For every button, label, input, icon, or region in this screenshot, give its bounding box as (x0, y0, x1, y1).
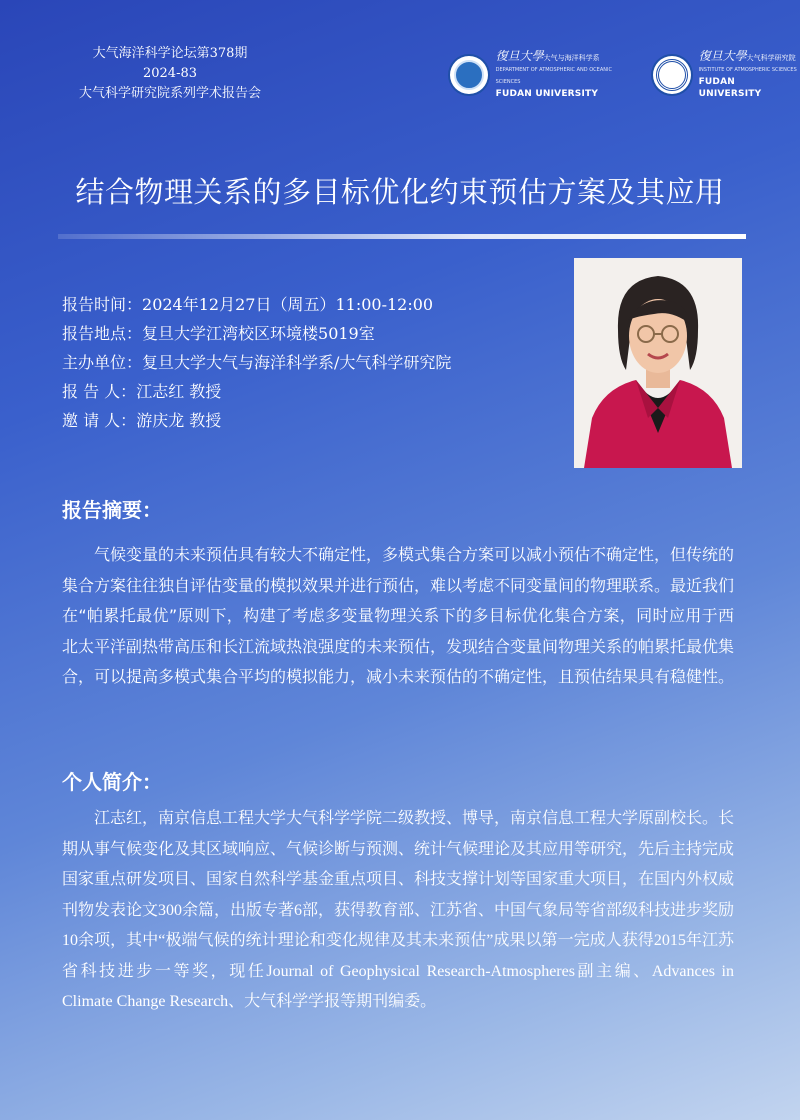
forum-header (70, 44, 270, 104)
event-info (62, 290, 451, 435)
forum-number: 2024-83 (142, 66, 198, 81)
aos-logo-sub: 大气与海洋科学系 (543, 54, 600, 62)
aos-logo-cn: 復旦大學 (495, 49, 544, 63)
speaker-portrait (574, 258, 742, 468)
talk-title: 结合物理关系的多目标优化约束预估方案及其应用 (75, 175, 725, 209)
aos-logo (448, 50, 637, 100)
info-label: 报告地点： (62, 324, 143, 343)
ias-logo-tiny: INSTITUTE OF ATMOSPHERIC SCIENCES (698, 67, 797, 73)
bio-heading: 个人简介： (62, 770, 162, 794)
abstract-text: 气候变量的未来预估具有较大不确定性，多模式集合方案可以减小预估不确定性，但传统的集合方案往往独自评估变量的模拟效果并进行预估，难以考虑不同变量间的物理联系。最近我们在“帕累托最优”原则下，构建了考虑多变量物理关系下的多目标优化集合方案，同时应用于西北太平洋副热带高压和长江流域热浪强度的未来预估，发现结合变量间物理关系的帕累托最优集合，可以提高多模式集合平均的模拟能力，减小未来预估的不确定性，且预估结果具有稳健性。 (62, 545, 735, 686)
info-value: 江志红 教授 (136, 382, 222, 401)
ias-logo-en: FUDAN UNIVERSITY (698, 77, 762, 99)
info-label: 主办单位： (62, 353, 143, 372)
ias-logo-cn: 復旦大學 (698, 49, 747, 63)
bio-text: 江志红，南京信息工程大学大气科学学院二级教授、博导，南京信息工程大学原副校长。长期从事气候变化及其区域响应、气候诊断与预测、统计气候理论及其应用等研究，先后主持完成国家重点研发项目、国家自然科学基金重点项目、科技支撑计划等国家重大项目，在国内外权威刊物发表论文300余篇，出版专著6部，获得教育部、江苏省、中国气象局等省部级科技进步奖励10余项，其中“极端气候的统计理论和变化规律及其未来预估”成果以第一完成人获得2015年江苏省科技进步一等奖，现任Journal of Geophysical Research-Atmospheres副主编、Advances in Climate Change Research、大气科学学报等期刊编委。 (62, 810, 735, 1010)
info-host (62, 348, 451, 377)
aos-seal-icon (448, 54, 490, 96)
info-value: 游庆龙 教授 (136, 411, 222, 430)
ias-logo-sub: 大气科学研究院 (746, 54, 796, 62)
info-time (62, 290, 451, 319)
info-value: 复旦大学大气与海洋科学系/大气科学研究院 (142, 353, 452, 372)
info-label: 邀 请 人： (62, 411, 137, 430)
forum-series: 大气海洋科学论坛第378期 (92, 46, 248, 61)
ias-logo (651, 50, 800, 100)
info-value: 2024年12月27日（周五）11:00-12:00 (142, 295, 434, 314)
abstract-heading: 报告摘要： (62, 498, 162, 522)
aos-logo-tiny: DEPARTMENT OF ATMOSPHERIC AND OCEANIC SCIENCES (495, 67, 612, 85)
forum-subtitle: 大气科学研究院系列学术报告会 (78, 86, 261, 101)
info-label: 报 告 人： (62, 382, 137, 401)
info-inviter (62, 406, 451, 435)
info-speaker (62, 377, 451, 406)
logo-bar (448, 50, 800, 100)
title-divider (58, 234, 746, 239)
info-value: 复旦大学江湾校区环境楼5019室 (142, 324, 375, 343)
info-label: 报告时间： (62, 295, 143, 314)
aos-logo-en: FUDAN UNIVERSITY (495, 89, 599, 99)
ias-seal-icon (651, 54, 693, 96)
info-location (62, 319, 451, 348)
